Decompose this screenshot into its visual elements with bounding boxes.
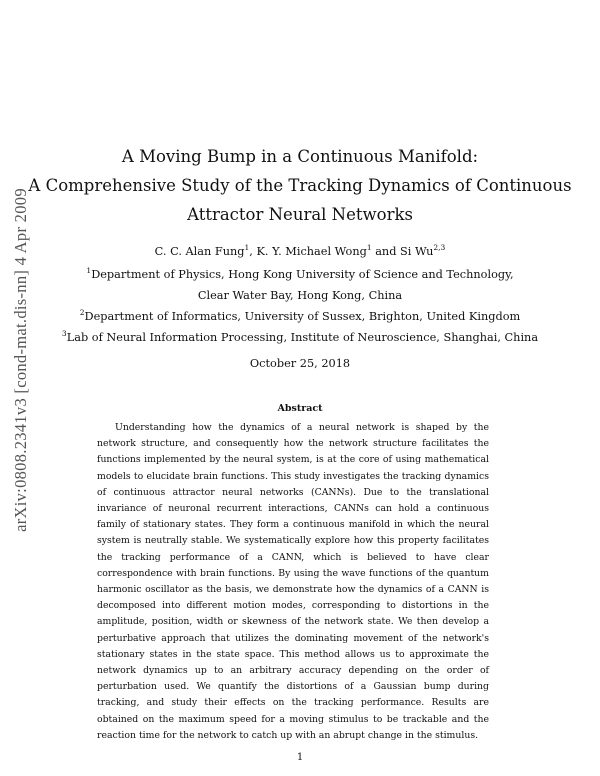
- publication-date: October 25, 2018: [249, 357, 351, 370]
- affiliation-2-text: Department of Informatics, University of Sussex, Brighton, United Kingdom: [84, 310, 521, 323]
- title-line-3: Attractor Neural Networks: [187, 205, 413, 224]
- author-list: [0, 245, 600, 258]
- title-line-1: A Moving Bump in a Continuous Manifold:: [121, 147, 479, 166]
- affiliation-1: [0, 268, 600, 281]
- affiliation-2-mark: 2: [79, 308, 85, 318]
- author-fung: C. C. Alan Fung: [154, 245, 245, 258]
- author-fung-affiliation-mark: 1: [244, 243, 250, 253]
- author-wu-affiliation-mark: 2,3: [433, 243, 446, 253]
- paper-title: [0, 142, 600, 229]
- affiliation-1-line-2: Clear Water Bay, Hong Kong, China: [197, 289, 403, 302]
- affiliation-3: [0, 331, 600, 344]
- affiliation-1-mark: 1: [86, 266, 92, 276]
- title-line-2: A Comprehensive Study of the Tracking Dynamics of Continuous: [28, 176, 572, 195]
- affiliation-3-mark: 3: [61, 329, 67, 339]
- abstract-body: Understanding how the dynamics of a neural network is shaped by the network structure, and consequently how the network structure facilitates the functions implemented by the neural system, is at the core of using mathematical models to elucidate brain functions. This study investigates the tracking dynamics of continuous attractor neural networks (CANNs). Due to the translational invariance of neuronal recurrent interactions, CANNs can hold a continuous family of stationary states. They form a continuous manifold in which the neural system is neutrally stable. We systematically explore how this property facilitates the tracking performance of a CANN, which is believed to have clear correspondence with brain functions. By using the wave functions of the quantum harmonic oscillator as the basis, we demonstrate how the dynamics of a CANN is decomposed into different motion modes, corresponding to distortions in the amplitude, position, width or skewness of the network state. We then develop a perturbative approach that utilizes the dominating movement of the network's stationary states in the state space. This method allows us to approximate the network dynamics up to an arbitrary accuracy depending on the order of perturbation used. We quantify the distortions of a Gaussian bump during tracking, and study their effects on the tracking performance. Results are obtained on the maximum speed for a moving stimulus to be trackable and the reaction time for the network to catch up with an abrupt change in the stimulus.: [97, 422, 489, 741]
- arxiv-identifier: arXiv:0808.2341v3 [cond-mat.dis-nn] 4 Apr 2009: [11, 188, 31, 532]
- affiliation-1-continued: [0, 289, 600, 302]
- affiliation-1-line-1: Department of Physics, Hong Kong University of Science and Technology,: [91, 268, 514, 281]
- author-wong: , K. Y. Michael Wong: [249, 245, 367, 258]
- author-wong-affiliation-mark: 1: [366, 243, 372, 253]
- page-number: 1: [296, 752, 304, 763]
- affiliation-3-text: Lab of Neural Information Processing, Institute of Neuroscience, Shanghai, China: [66, 331, 539, 344]
- affiliation-2: [0, 310, 600, 323]
- author-wu: and Si Wu: [371, 245, 434, 258]
- abstract-heading: Abstract: [277, 403, 323, 414]
